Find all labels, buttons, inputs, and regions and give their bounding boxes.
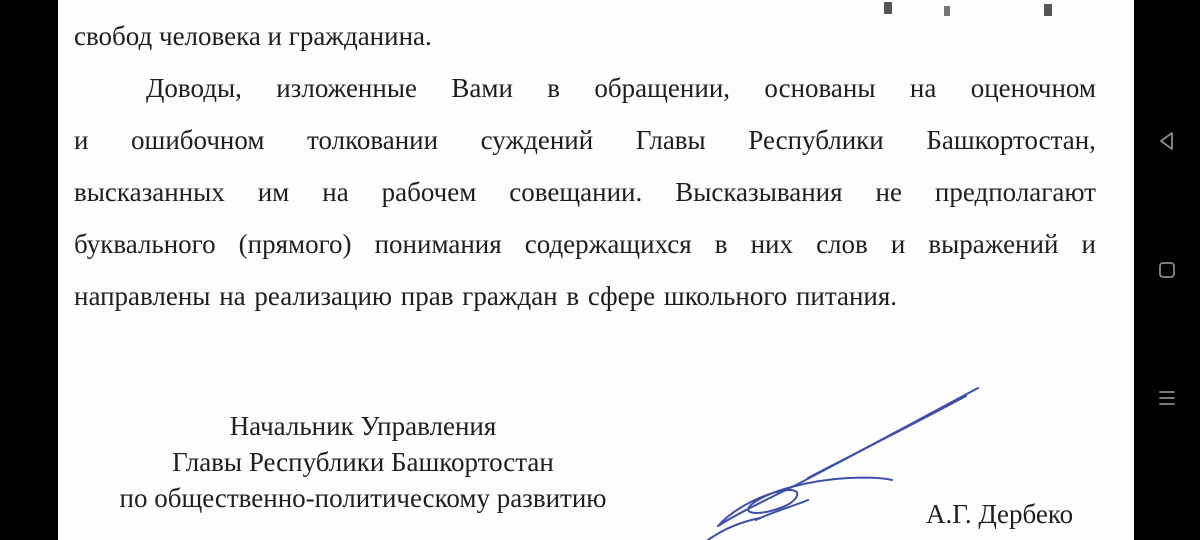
word: им [257, 177, 290, 207]
word: Доводы, [146, 73, 242, 103]
word: и [74, 125, 89, 155]
word: суждений [480, 125, 594, 155]
word: содержащихся [524, 229, 692, 259]
document-top-line [74, 10, 432, 62]
word: толковании [307, 125, 439, 155]
recents-button[interactable] [1134, 368, 1200, 428]
word: Республики [748, 125, 884, 155]
word: рабочем [381, 177, 477, 207]
word: изложенные [276, 73, 417, 103]
word: Высказывания [675, 177, 843, 207]
word: на [322, 177, 349, 207]
paragraph-line [74, 166, 1096, 218]
word: в [547, 73, 561, 103]
signatory-title-line: по общественно-политическому развитию [119, 483, 607, 513]
line-text: направлены на реализацию прав граждан в сфере школьного питания. [74, 281, 898, 311]
home-icon [1156, 259, 1178, 281]
word: в [714, 229, 728, 259]
word: Башкортостан, [926, 125, 1096, 155]
document-page [58, 0, 1134, 540]
word: понимания [374, 229, 502, 259]
word: слов [816, 229, 868, 259]
word: и [890, 229, 906, 259]
signatory-title [58, 408, 668, 516]
word: выражений [928, 229, 1059, 259]
paragraph-line [74, 114, 1096, 166]
word: (прямого) [238, 229, 352, 259]
android-navigation-bar [1134, 0, 1200, 540]
top-line-text: свобод человека и гражданина. [74, 21, 432, 51]
word: Вами [451, 73, 513, 103]
signatory-title-line: Главы Республики Башкортостан [172, 447, 554, 477]
word: буквального [74, 229, 216, 259]
back-icon [1156, 130, 1178, 152]
back-button[interactable] [1134, 111, 1200, 171]
word: не [875, 177, 902, 207]
word: и [1081, 229, 1096, 259]
word: Главы [635, 125, 706, 155]
word: них [750, 229, 793, 259]
cropped-text-fragments [794, 0, 1074, 16]
word: совещании. [509, 177, 643, 207]
menu-icon [1156, 387, 1178, 409]
word: предполагают [934, 177, 1096, 207]
home-button[interactable] [1134, 240, 1200, 300]
word: ошибочном [131, 125, 265, 155]
paragraph-line [74, 270, 1096, 322]
word: основаны [764, 73, 876, 103]
word: обращении, [594, 73, 731, 103]
paragraph-line [74, 62, 1096, 114]
word: на [909, 73, 937, 103]
paragraph-line [74, 218, 1096, 270]
word: высказанных [74, 177, 225, 207]
word: оценочном [970, 73, 1096, 103]
signatory-title-line: Начальник Управления [229, 411, 497, 441]
signer-name: А.Г. Дербеко [926, 499, 1074, 529]
document-paragraph [74, 62, 1096, 322]
